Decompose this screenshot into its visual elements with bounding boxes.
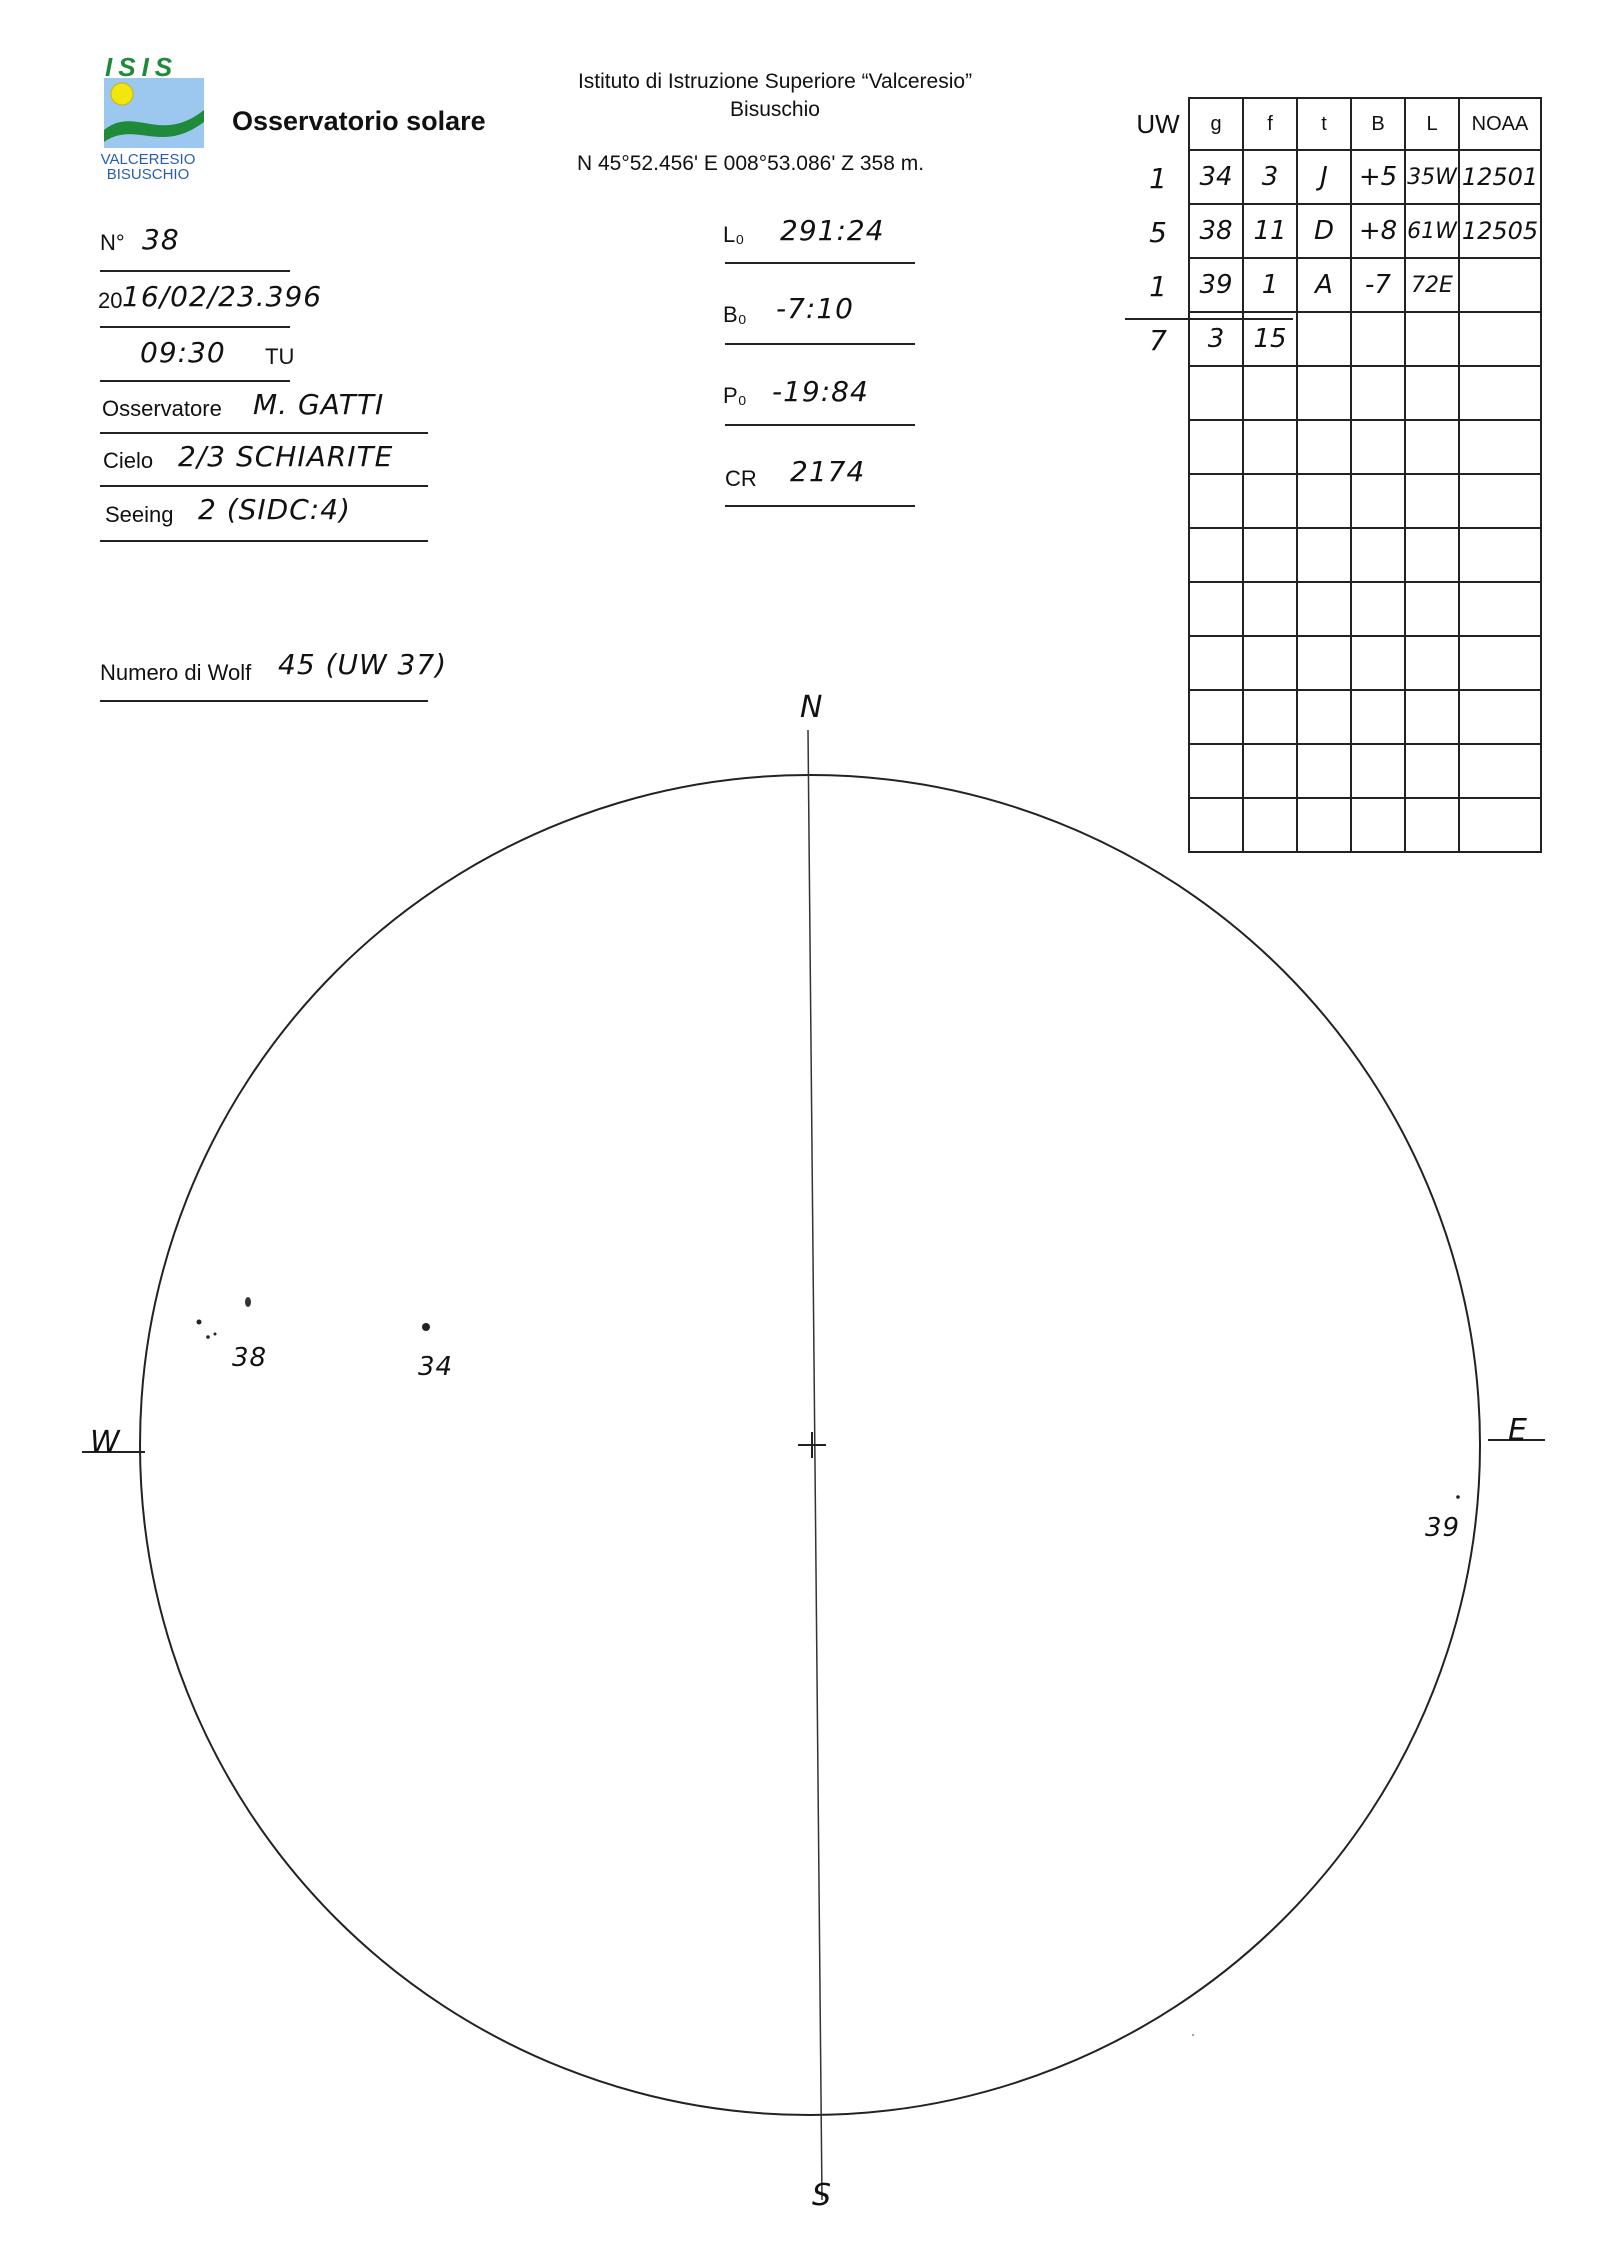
cell-empty — [1297, 582, 1351, 636]
cr-underline — [725, 505, 915, 507]
p0-underline — [725, 424, 915, 426]
cell-empty — [1297, 366, 1351, 420]
cell-g: 39 — [1189, 258, 1243, 312]
sky-label: Cielo — [103, 448, 154, 473]
cell-empty — [1297, 474, 1351, 528]
wolf-value: 45 (UW 37) — [278, 648, 448, 681]
institute-line-2: Bisuschio — [730, 98, 820, 121]
cell-empty — [1297, 420, 1351, 474]
wolf-underline — [100, 700, 428, 702]
number-label: N° — [100, 230, 125, 255]
time-value: 09:30 — [140, 336, 226, 369]
cell-empty — [1243, 582, 1297, 636]
sky-underline — [100, 485, 428, 487]
north-south-axis — [808, 730, 822, 2200]
institute-line-1: Istituto di Istruzione Superiore “Valceresio” — [577, 70, 973, 93]
cell-empty — [1459, 528, 1541, 582]
group-label-34: 34 — [418, 1352, 454, 1382]
cell-empty — [1351, 582, 1405, 636]
cell-empty — [1405, 528, 1459, 582]
date-underline — [100, 326, 290, 328]
cell-l: 72E — [1405, 258, 1459, 312]
col-header-l: L — [1405, 98, 1459, 150]
cell-empty — [1189, 690, 1243, 744]
cell-g-total: 3 — [1189, 312, 1243, 366]
l0-underline — [725, 262, 915, 264]
cell-empty — [1351, 744, 1405, 798]
cell-b: -7 — [1351, 258, 1405, 312]
cell-empty — [1459, 798, 1541, 852]
cell-empty — [1189, 528, 1243, 582]
cell-empty — [1297, 528, 1351, 582]
cr-value: 2174 — [790, 455, 866, 488]
col-header-noaa: NOAA — [1459, 98, 1541, 150]
cell-empty — [1459, 636, 1541, 690]
col-header-t: t — [1297, 98, 1351, 150]
cell-empty — [1297, 312, 1351, 366]
cell-empty — [1405, 366, 1459, 420]
cell-empty — [1459, 690, 1541, 744]
cell-t: A — [1297, 258, 1351, 312]
cell-empty — [1351, 798, 1405, 852]
p0-label: P₀ — [723, 383, 747, 408]
number-underline — [100, 270, 290, 272]
seeing-value: 2 (SIDC:4) — [198, 493, 351, 526]
uw-header: UW — [1136, 108, 1180, 139]
cell-empty — [1405, 636, 1459, 690]
logo-caption — [98, 152, 198, 182]
sunspot-39 — [1456, 1495, 1460, 1499]
l0-value: 291:24 — [780, 214, 885, 247]
cell-empty — [1243, 798, 1297, 852]
cell-empty — [1189, 420, 1243, 474]
uw-value-1: 1 — [1149, 161, 1167, 195]
sky-value: 2/3 SCHIARITE — [178, 440, 394, 473]
cell-empty — [1189, 582, 1243, 636]
uw-value-3: 1 — [1149, 269, 1167, 303]
cell-empty — [1405, 420, 1459, 474]
cell-noaa — [1459, 258, 1541, 312]
cell-empty — [1243, 474, 1297, 528]
uw-value-total: 7 — [1149, 323, 1167, 357]
cell-empty — [1405, 798, 1459, 852]
col-header-f: f — [1243, 98, 1297, 150]
table-row — [1189, 258, 1541, 312]
cell-empty — [1459, 744, 1541, 798]
sunspot-group-table — [1188, 97, 1542, 853]
date-value: 16/02/23.396 — [122, 280, 323, 313]
cell-empty — [1405, 582, 1459, 636]
cell-t: J — [1297, 150, 1351, 204]
table-row-empty — [1189, 582, 1541, 636]
cell-empty — [1405, 744, 1459, 798]
cell-f-total: 15 — [1243, 312, 1297, 366]
uw-value-2: 5 — [1149, 215, 1167, 249]
cell-empty — [1351, 366, 1405, 420]
cell-empty — [1351, 420, 1405, 474]
group-label-39: 39 — [1425, 1513, 1461, 1543]
col-header-g: g — [1189, 98, 1243, 150]
table-row-empty — [1189, 636, 1541, 690]
cell-l: 35W — [1405, 150, 1459, 204]
cell-noaa: 12505 — [1459, 204, 1541, 258]
table-row-empty — [1189, 744, 1541, 798]
table-row — [1189, 150, 1541, 204]
cell-f: 11 — [1243, 204, 1297, 258]
cell-empty — [1351, 312, 1405, 366]
time-unit: TU — [265, 344, 295, 369]
institute-title — [540, 68, 1010, 124]
cell-empty — [1405, 474, 1459, 528]
cell-empty — [1189, 366, 1243, 420]
cell-empty — [1297, 636, 1351, 690]
cell-noaa: 12501 — [1459, 150, 1541, 204]
table-row-empty — [1189, 798, 1541, 852]
b0-label: B₀ — [723, 302, 747, 327]
cell-empty — [1243, 744, 1297, 798]
cell-empty — [1189, 636, 1243, 690]
cell-empty — [1351, 690, 1405, 744]
cell-empty — [1297, 744, 1351, 798]
p0-value: -19:84 — [772, 375, 869, 408]
sunspot-38-d — [245, 1297, 251, 1307]
cell-b: +5 — [1351, 150, 1405, 204]
cell-empty — [1243, 636, 1297, 690]
date-prefix: 20 — [98, 288, 123, 313]
b0-value: -7:10 — [776, 292, 854, 325]
group-label-38: 38 — [232, 1343, 268, 1373]
table-header-row — [1189, 98, 1541, 150]
cell-b: +8 — [1351, 204, 1405, 258]
logo-caption-line-1: VALCERESIO — [100, 151, 196, 168]
cell-empty — [1243, 528, 1297, 582]
cell-empty — [1351, 474, 1405, 528]
uw-column — [1128, 97, 1188, 367]
seeing-underline — [100, 540, 428, 542]
cell-empty — [1459, 474, 1541, 528]
wolf-label: Numero di Wolf — [100, 660, 252, 685]
west-label: W — [90, 1425, 121, 1460]
cell-t: D — [1297, 204, 1351, 258]
logo-caption-line-2: BISUSCHIO — [106, 166, 190, 183]
cell-g: 34 — [1189, 150, 1243, 204]
cell-empty — [1459, 366, 1541, 420]
cell-g: 38 — [1189, 204, 1243, 258]
observer-underline — [100, 432, 428, 434]
seeing-label: Seeing — [105, 502, 174, 527]
cell-empty — [1243, 420, 1297, 474]
east-label: E — [1508, 1413, 1528, 1448]
cell-empty — [1459, 582, 1541, 636]
sunspot-38-a — [197, 1320, 202, 1325]
cell-empty — [1459, 312, 1541, 366]
l0-label: L₀ — [723, 222, 745, 247]
pencil-mark — [1192, 2034, 1194, 2036]
cell-empty — [1297, 690, 1351, 744]
cell-empty — [1405, 690, 1459, 744]
observatory-title: Osservatorio solare — [232, 106, 486, 136]
cell-empty — [1297, 798, 1351, 852]
cell-empty — [1189, 744, 1243, 798]
cr-label: CR — [725, 466, 757, 491]
table-row-empty — [1189, 420, 1541, 474]
b0-underline — [725, 343, 915, 345]
table-body — [1189, 150, 1541, 852]
sunspot-38-c — [214, 1333, 217, 1336]
table-row-empty — [1189, 528, 1541, 582]
table-row — [1189, 204, 1541, 258]
observer-value: M. GATTI — [253, 388, 385, 421]
south-label: S — [812, 2178, 833, 2213]
logo-word: ISIS — [105, 52, 179, 82]
cell-empty — [1459, 420, 1541, 474]
table-row-total — [1189, 312, 1541, 366]
cell-empty — [1189, 474, 1243, 528]
sunspot-38-b — [206, 1335, 210, 1339]
observatory-coordinates: N 45°52.456' E 008°53.086' Z 358 m. — [577, 152, 925, 175]
cell-f: 1 — [1243, 258, 1297, 312]
number-value: 38 — [142, 223, 180, 256]
observer-label: Osservatore — [102, 396, 222, 421]
cell-f: 3 — [1243, 150, 1297, 204]
col-header-b: B — [1351, 98, 1405, 150]
table-row-empty — [1189, 474, 1541, 528]
cell-empty — [1243, 366, 1297, 420]
sunspot-34 — [422, 1323, 430, 1331]
cell-empty — [1351, 528, 1405, 582]
north-label: N — [800, 690, 824, 725]
cell-empty — [1351, 636, 1405, 690]
table-row-empty — [1189, 366, 1541, 420]
cell-empty — [1189, 798, 1243, 852]
table-row-empty — [1189, 690, 1541, 744]
time-underline — [100, 380, 290, 382]
cell-l: 61W — [1405, 204, 1459, 258]
cell-empty — [1243, 690, 1297, 744]
cell-empty — [1405, 312, 1459, 366]
